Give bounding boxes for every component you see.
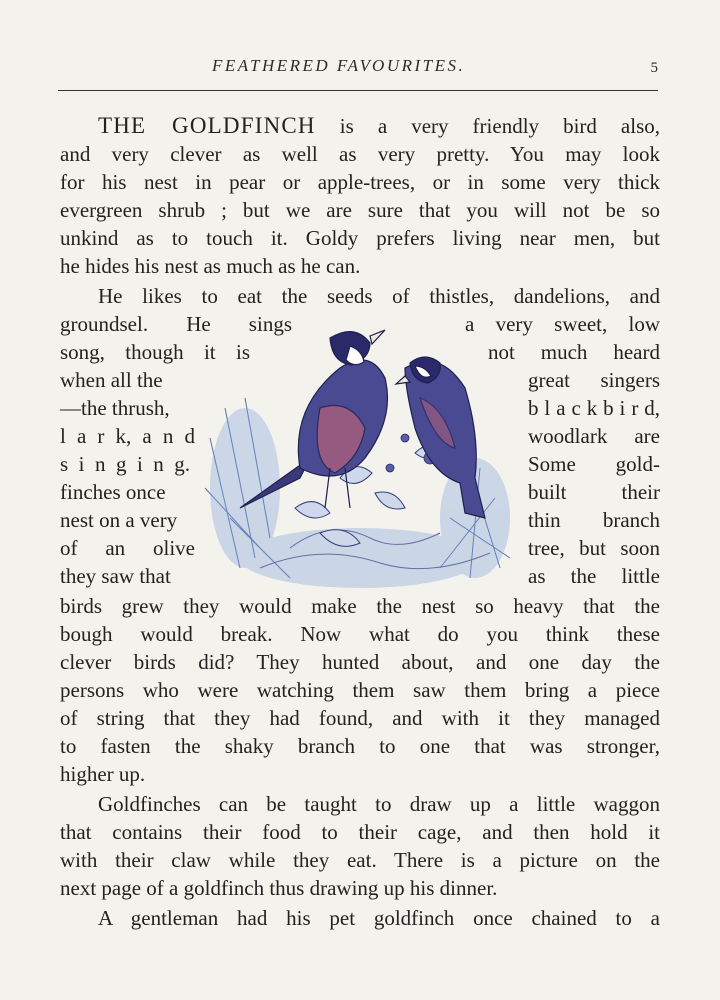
wrap-right-line: Some gold-: [528, 452, 660, 476]
wrap-left-line: of an olive: [60, 536, 195, 560]
text-line: He likes to eat the seeds of thistles, dandelions, and: [98, 284, 660, 308]
wrap-right-line: woodlark are: [528, 424, 660, 448]
wrap-right-line: b l a c k b i r d,: [528, 396, 660, 420]
wrap-right-line: tree, but soon: [528, 536, 660, 560]
page-header: [60, 56, 660, 84]
text-line: persons who were watching them saw them bring a piece: [60, 678, 660, 702]
running-title: FEATHERED FAVOURITES.: [212, 56, 466, 75]
text-line: higher up.: [60, 762, 146, 786]
text-line: for his nest in pear or apple-trees, or in some very thick: [60, 170, 660, 194]
section-heading: THE GOLDFINCH: [98, 113, 316, 138]
wrap-right-line: great singers: [528, 368, 660, 392]
text-line: Goldfinches can be taught to draw up a little waggon: [98, 792, 660, 816]
text-line: birds grew they would make the nest so heavy that the: [60, 594, 660, 618]
wrap-right-line: not much heard: [488, 340, 660, 364]
text-line: with their claw while they eat. There is a picture on the: [60, 848, 660, 872]
text-line: to fasten the shaky branch to one that was stronger,: [60, 734, 660, 758]
wrap-left-line: nest on a very: [60, 508, 178, 532]
wrap-right-line: as the little: [528, 564, 660, 588]
wrap-right-line: a very sweet, low: [465, 312, 660, 336]
wrap-left-line: finches once: [60, 480, 166, 504]
wrap-left-line: they saw that: [60, 564, 171, 588]
text-line: evergreen shrub ; but we are sure that you will not be so: [60, 198, 660, 222]
text-line: he hides his nest as much as he can.: [60, 254, 361, 278]
wrap-left-line: l a r k, a n d: [60, 424, 195, 448]
text-line: THE GOLDFINCH is a very friendly bird also,: [98, 113, 661, 138]
page-number: 5: [650, 60, 658, 76]
wrap-left-line: —the thrush,: [60, 396, 170, 420]
text-line: A gentleman had his pet goldfinch once chained to a: [98, 906, 660, 930]
text-line: unkind as to touch it. Goldy prefers living near men, but: [60, 226, 660, 250]
goldfinches-illustration: [200, 318, 515, 593]
text-line: and very clever as well as very pretty. You may look: [60, 142, 660, 166]
wrap-right-line: built their: [528, 480, 660, 504]
text-line: that contains their food to their cage, and then hold it: [60, 820, 660, 844]
wrap-right-line: thin branch: [528, 508, 660, 532]
text-line: bough would break. Now what do you think these: [60, 622, 660, 646]
text-line: clever birds did? They hunted about, and one day the: [60, 650, 660, 674]
wrap-left-line: s i n g i n g.: [60, 452, 190, 476]
wrap-left-line: groundsel. He sings: [60, 312, 292, 336]
wrap-left-line: song, though it is: [60, 340, 250, 364]
header-rule: [58, 90, 658, 91]
text-line: next page of a goldfinch thus drawing up his dinner.: [60, 876, 498, 900]
wrap-left-line: when all the: [60, 368, 163, 392]
text-line: of string that they had found, and with it they managed: [60, 706, 660, 730]
